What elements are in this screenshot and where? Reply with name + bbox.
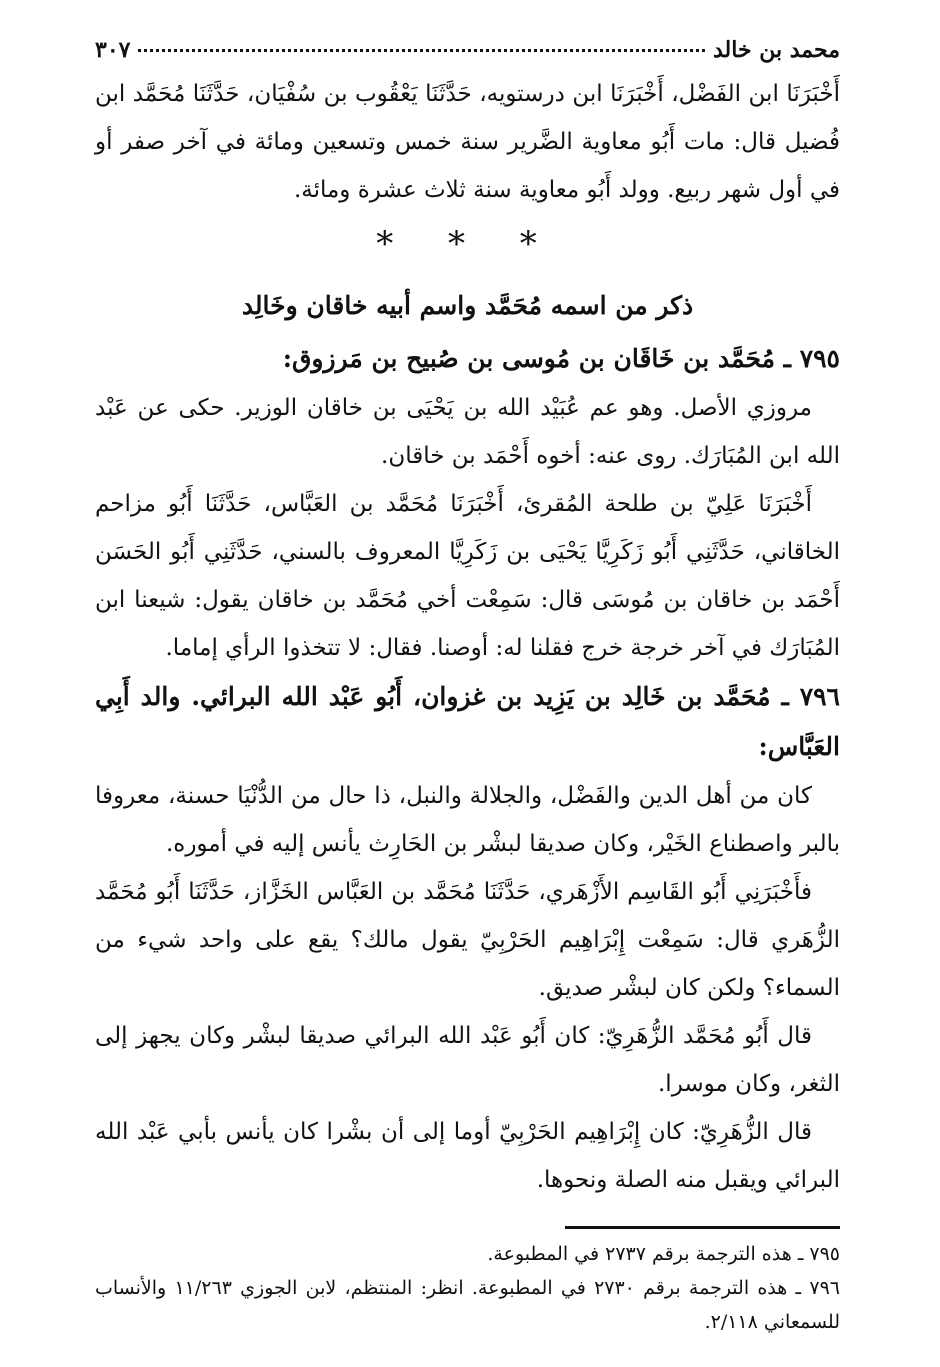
entry-795-paragraph: أَخْبَرَنَا عَلِيّ بن طلحة المُقرئ، أَخْبَرَنَا مُحَمَّد بن العَبَّاس، حَدَّثَنَا أَبُو مزاحم الخاقاني، حَدَّثَنِي أَبُو زَكَرِيَّا يَحْيَى بن زَكَرِيَّا المعروف بالسني، حَدَّثَنِي أَبُو الحَسَن أَحْمَد بن خاقان بن مُوسَى قال: سَمِعْت أخي مُحَمَّد بن خاقان يقول: شيعنا ابن المُبَارَك في آخر خرجة خرج فقلنا له: أوصنا. فقال: لا تتخذوا الرأي إماما. <box>95 491 841 661</box>
footnote-796: ٧٩٦ ـ هذه الترجمة برقم ٢٧٣٠ في المطبوعة. انظر: المنتظم، لابن الجوزي ١١/٢٦٣ والأنساب للسمعاني ٢/١١٨. <box>95 1277 840 1333</box>
leader-dots <box>138 49 705 52</box>
entry-796-paragraph: قال الزُّهَرِيّ: كان إِبْرَاهِيم الحَرْبِيّ أوما إلى أن بشْرا كان يأنس بأبي عَبْد الله البرائي ويقبل منه الصلة ونحوها. <box>95 1119 840 1193</box>
section-separator: * * * <box>376 224 559 264</box>
entry-796-paragraph: فأَخْبَرَنِي أَبُو القَاسِم الأَزْهَري، حَدَّثَنَا مُحَمَّد بن العَبَّاس الخَزَّاز، حَدَّثَنَا أَبُو مُحَمَّد الزُّهَري قال: سَمِعْت إِبْرَاهِيم الحَرْبِيّ يقول مالك؟ يقع على واحد شيء من السماء؟ ولكن كان لبشْر صديق. <box>95 879 840 1001</box>
running-head-title: محمد بن خالد <box>713 37 840 63</box>
running-head <box>95 30 840 70</box>
footnote-divider <box>565 1226 840 1229</box>
entry-795-paragraph: مروزي الأصل. وهو عم عُبَيْد الله بن يَحْيَى بن خاقان الوزير. حكى عن عَبْد الله ابن المُبَارَك. روى عنه: أخوه أَحْمَد بن خاقان. <box>95 395 840 469</box>
continuation-paragraph: أَخْبَرَنَا ابن الفَضْل، أَخْبَرَنَا ابن درستويه، حَدَّثَنَا يَعْقُوب بن سُفْيَان، حَدَّثَنَا مُحَمَّد ابن فُضيل قال: مات أَبُو معاوية الضَّرير سنة خمس وتسعين ومائة في آخر صفر أو في أول شهر ربيع. وولد أَبُو معاوية سنة ثلاث عشرة ومائة. <box>95 81 840 203</box>
entry-heading-796: ٧٩٦ ـ مُحَمَّد بن خَالِد بن يَزِيد بن غزوان، أَبُو عَبْد الله البرائي. والد أَبِي العَبَّاس: <box>95 682 840 761</box>
entry-796-paragraph: كان من أهل الدين والفَضْل، والجلالة والنبل، ذا حال من الدُّنْيَا حسنة، معروفا بالبر واصطناع الخَيْر، وكان صديقا لبشْر بن الحَارِث يأنس إليه في أموره. <box>95 783 840 857</box>
footnote-795: ٧٩٥ ـ هذه الترجمة برقم ٢٧٣٧ في المطبوعة. <box>487 1243 840 1265</box>
section-title: ذكر من اسمه مُحَمَّد واسم أبيه خاقان وخَالِد <box>241 291 694 320</box>
entry-heading-795: ٧٩٥ ـ مُحَمَّد بن خَاقَان بن مُوسى بن صُبيح بن مَرزوق: <box>282 344 840 373</box>
page-number: ٣٠٧ <box>95 37 131 63</box>
entry-796-paragraph: قال أَبُو مُحَمَّد الزُّهَرِيّ: كان أَبُو عَبْد الله البرائي صديقا لبشْر وكان يجهز إلى الثغر، وكان موسرا. <box>95 1023 840 1097</box>
book-page <box>95 30 840 1340</box>
